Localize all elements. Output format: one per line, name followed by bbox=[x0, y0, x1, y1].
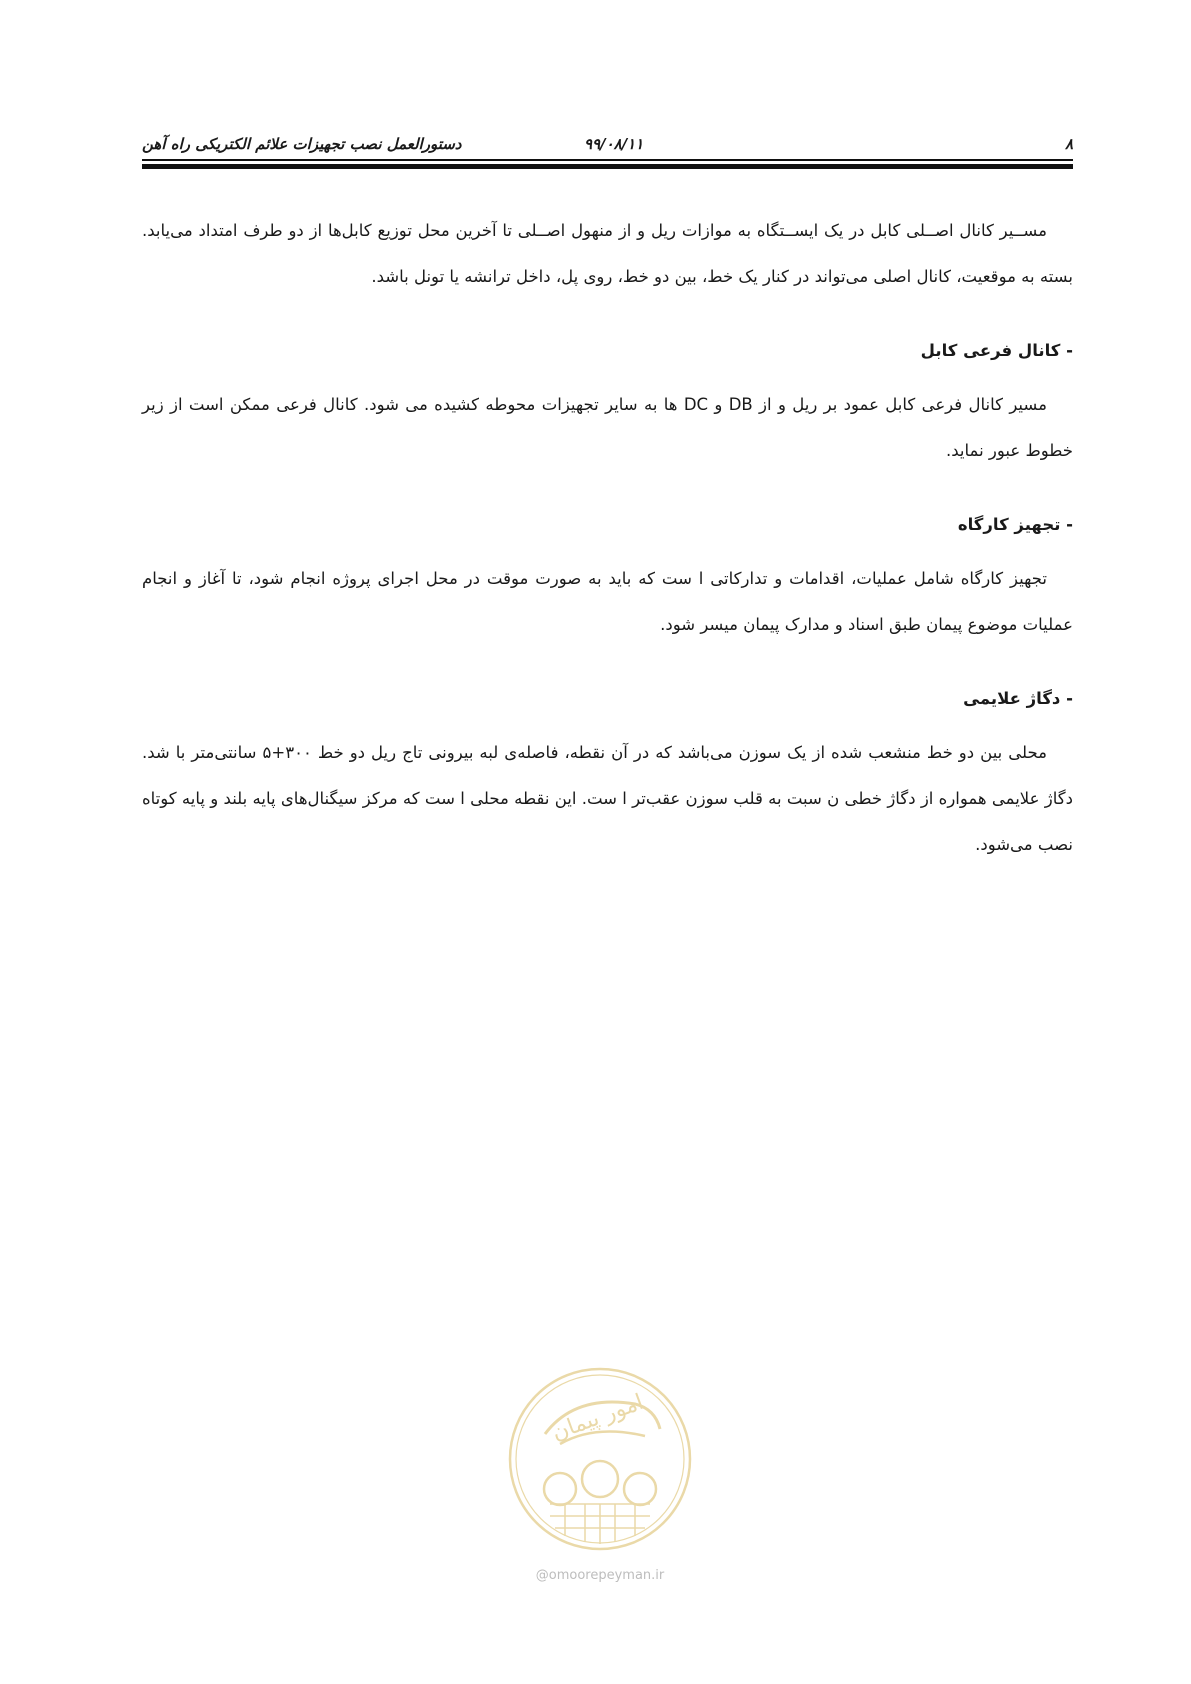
clearance-value: ۳۰۰+۵ bbox=[262, 743, 312, 762]
page-number: ۸ bbox=[1064, 135, 1073, 153]
watermark-logo-text: امور پیمان bbox=[548, 1389, 647, 1446]
site-mobilization-paragraph: تجهیز کارگاه شامل عملیات، اقدامات و تدارکاتی ا ست که باید به صورت موقت در محل اجرای پروژه انجام شود، تا آغاز و انجام عملیات موضوع پیمان طبق اسناد و مدارک پیمان میسر شود. bbox=[142, 569, 1073, 634]
branch-cable-channel-paragraph: مسیر کانال فرعی کابل عمود بر ریل و از DB و DC ها به سایر تجهیزات محوطه کشیده می شود. کانال فرعی ممکن است از زیر خطوط عبور نماید. bbox=[142, 395, 1073, 460]
document-title: دستورالعمل نصب تجهیزات علائم الکتریکی راه آهن bbox=[142, 135, 462, 153]
intro-paragraph: مســیر کانال اصــلی کابل در یک ایســتگاه به موازات ریل و از منهول اصــلی تا آخرین محل توزیع کابل‌ها از دو طرف امتداد می‌یابد. بسته به موقعیت، کانال اصلی می‌تواند در کنار یک خط، بین دو خط، روی پل، داخل ترانشه یا تونل باشد. bbox=[142, 221, 1073, 286]
watermark-logo bbox=[505, 1364, 695, 1554]
section-heading-branch-cable-channel: - کانال فرعی کابل bbox=[920, 341, 1073, 360]
section-heading-signal-clearance: - دگاژ علایمی bbox=[963, 689, 1073, 708]
document-body bbox=[142, 208, 1073, 868]
header-rule-thin bbox=[142, 159, 1073, 161]
section-heading-site-mobilization: - تجهیز کارگاه bbox=[957, 515, 1073, 534]
document-date: ۹۹/۰۸/۱۱ bbox=[584, 135, 644, 153]
db-term: DB bbox=[728, 395, 753, 414]
page-header bbox=[142, 128, 1073, 158]
header-rule-thick bbox=[142, 164, 1073, 169]
signal-clearance-paragraph: محلی بین دو خط منشعب شده از یک سوزن می‌باشد که در آن نقطه، فاصله‌ی لبه بیرونی تاج ریل دو خط ۳۰۰+۵ سانتی‌متر با شد. دگاژ علایمی همواره از دگاژ خطی ن سبت به قلب سوزن عقب‌تر ا ست. این نقطه محلی ا ست که مرکز سیگنال‌های پایه بلند و پایه کوتاه نصب می‌شود. bbox=[142, 743, 1073, 854]
watermark-url: @omoorepeyman.ir bbox=[535, 1568, 665, 1583]
dc-term: DC bbox=[683, 395, 709, 414]
